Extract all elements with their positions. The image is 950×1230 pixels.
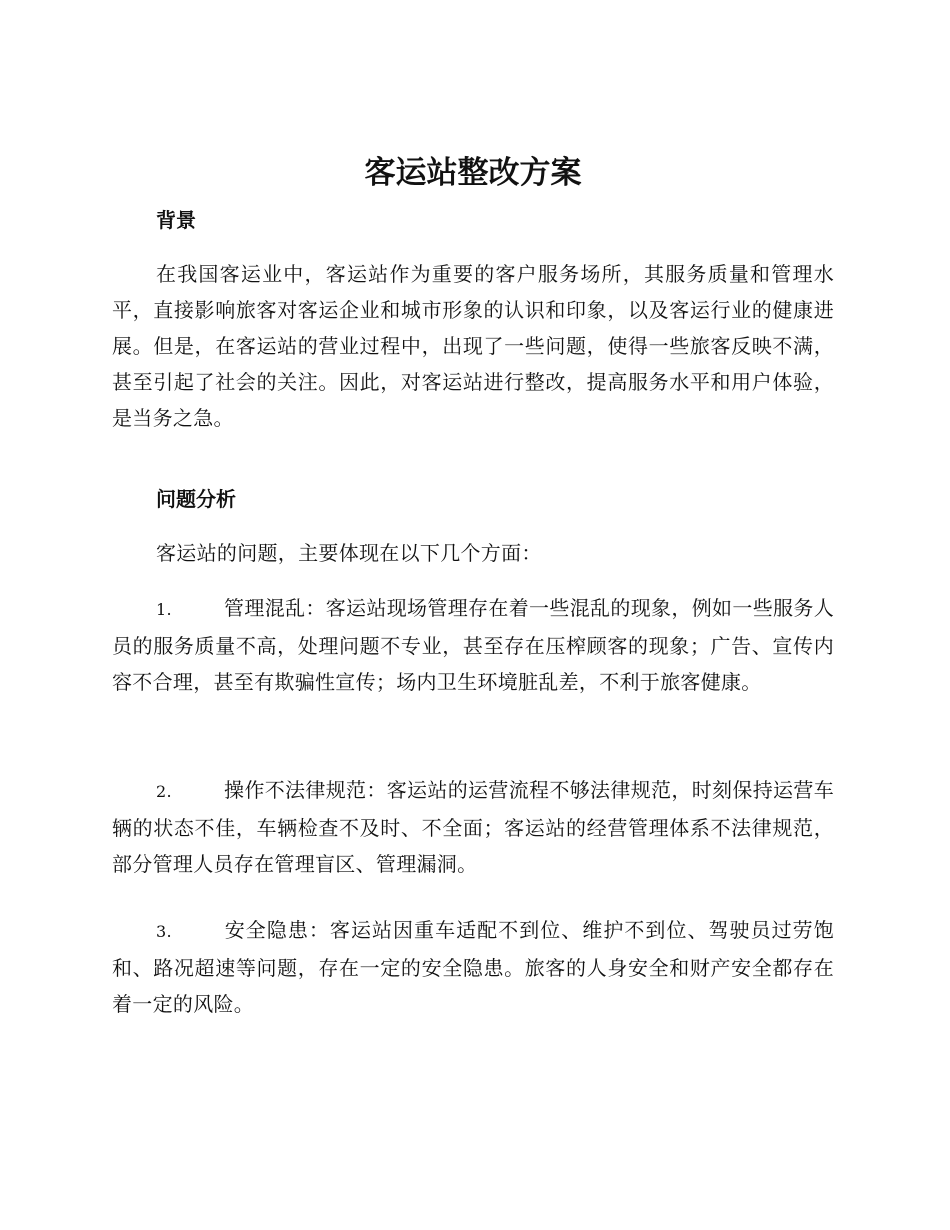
list-item-text: 操作不法律规范：客运站的运营流程不够法律规范，时刻保持运营车辆的状态不佳，车辆检查不及时、不全面；客运站的经营管理体系不法律规范，部分管理人员存在管理盲区、管理漏洞。 <box>112 778 834 876</box>
problem-intro-paragraph: 客运站的问题，主要体现在以下几个方面： <box>156 541 542 565</box>
list-item-text: 管理混乱：客运站现场管理存在着一些混乱的现象，例如一些服务人员的服务质量不高，处理问题不专业，甚至存在压榨顾客的现象；广告、宣传内容不合理，甚至有欺骗性宣传；场内卫生环境脏乱差，不利于旅客健康。 <box>112 596 834 694</box>
background-paragraph: 在我国客运业中，客运站作为重要的客户服务场所，其服务质量和管理水平，直接影响旅客对客运企业和城市形象的认识和印象，以及客运行业的健康进展。但是，在客运站的营业过程中，出现了一些问题，使得一些旅客反映不满，甚至引起了社会的关注。因此，对客运站进行整改，提高服务水平和用户体验，是当务之急。 <box>112 262 834 430</box>
list-item-number: 1. <box>156 600 172 619</box>
list-item-number: 3. <box>156 922 172 941</box>
list-item <box>112 912 834 1022</box>
list-item-text: 安全隐患：客运站因重车适配不到位、维护不到位、驾驶员过劳饱和、路况超速等问题，存在一定的安全隐患。旅客的人身安全和财产安全都存在着一定的风险。 <box>112 918 834 1016</box>
section-heading-background: 背景 <box>156 208 196 232</box>
list-item <box>112 590 834 700</box>
list-item-number: 2. <box>156 782 172 801</box>
document-title: 客运站整改方案 <box>364 155 582 191</box>
list-item <box>112 772 834 882</box>
section-heading-problem-analysis: 问题分析 <box>156 487 236 511</box>
